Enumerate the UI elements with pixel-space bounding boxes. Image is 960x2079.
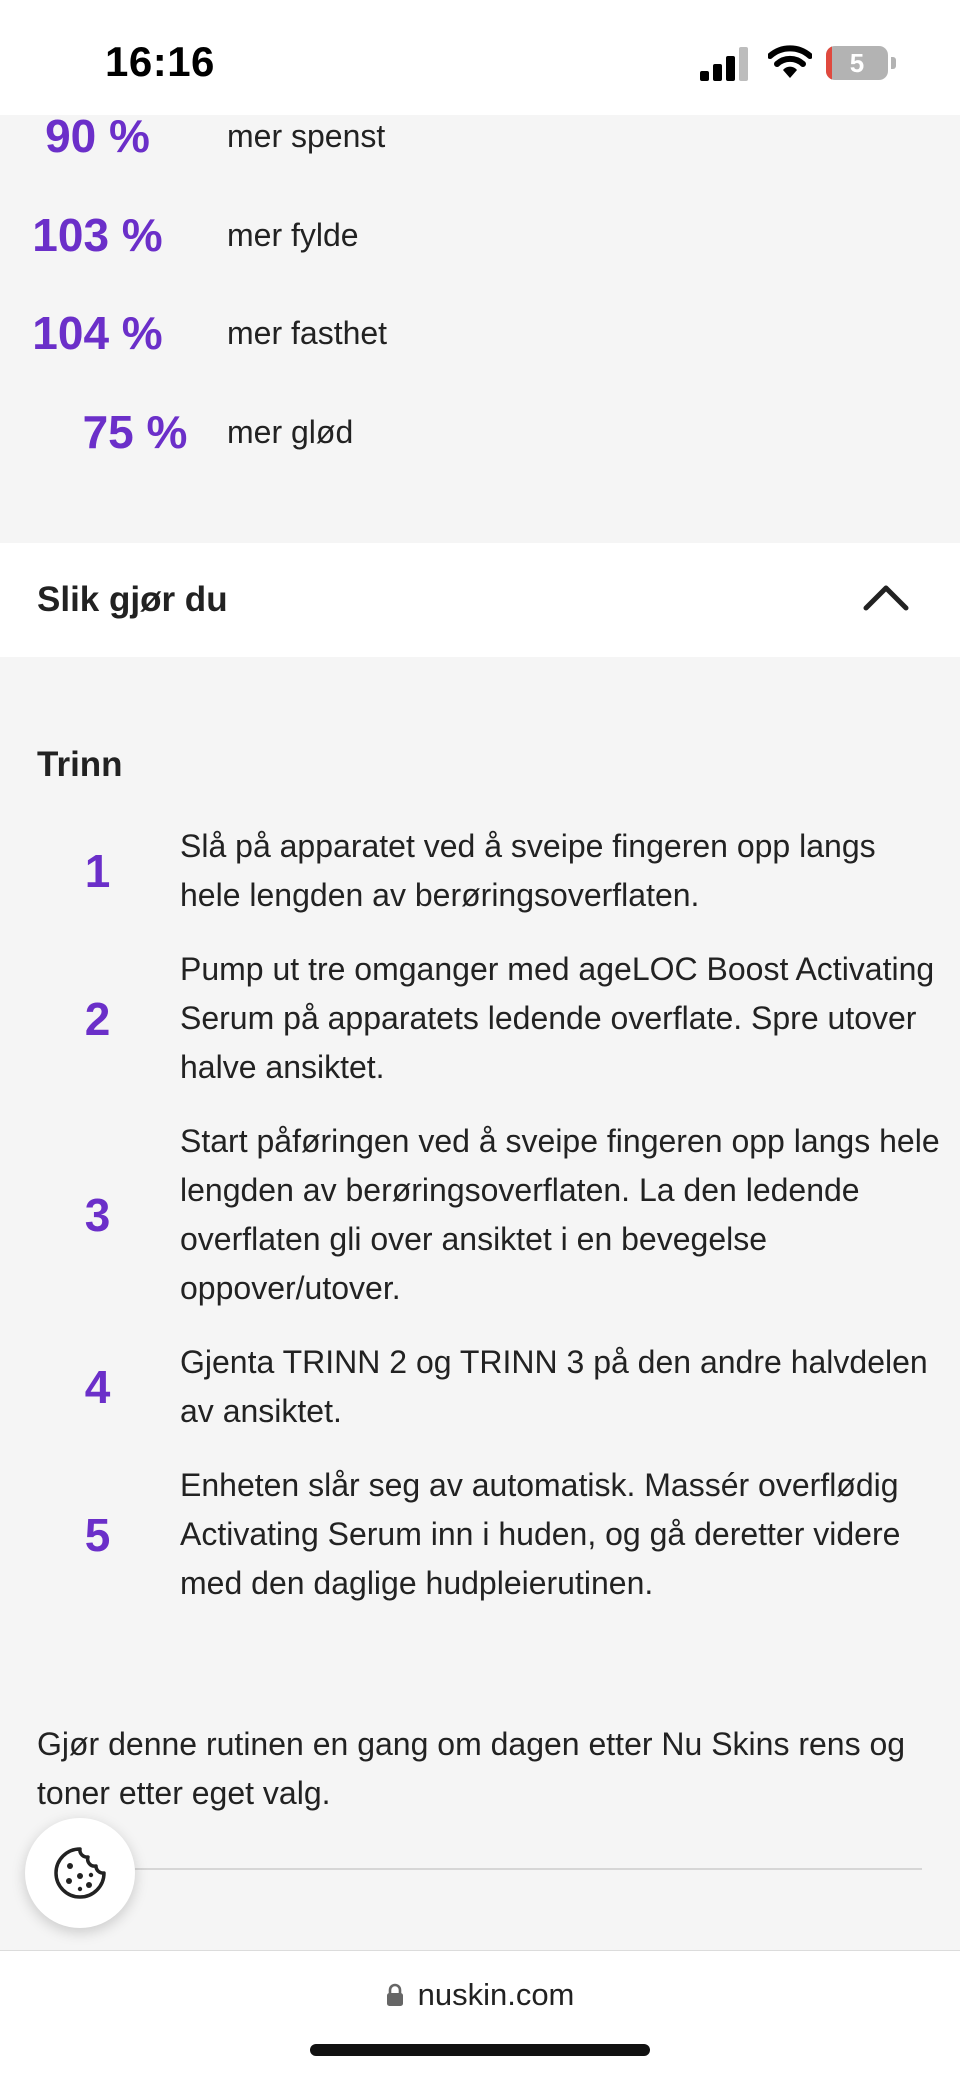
step-number: 4 [84, 1361, 111, 1413]
step-item [0, 822, 960, 920]
cookie-icon [53, 1846, 107, 1900]
status-bar [0, 0, 960, 115]
url-container[interactable] [0, 1973, 960, 2017]
divider [135, 1868, 922, 1870]
url-text[interactable]: nuskin.com [417, 1977, 575, 2012]
stat-value: 104 % [32, 307, 163, 359]
stat-value: 75 % [82, 406, 188, 458]
signal-icon [700, 47, 750, 81]
stat-value: 103 % [32, 209, 163, 261]
step-text: Gjenta TRINN 2 og TRINN 3 på den andre halvdelen av ansiktet. [180, 1344, 928, 1429]
step-number: 1 [84, 845, 111, 897]
stat-label: mer glød [227, 414, 354, 450]
accordion-title: Slik gjør du [37, 580, 228, 619]
browser-address-bar[interactable] [0, 1950, 960, 2079]
step-number: 5 [84, 1508, 111, 1561]
battery-icon [826, 46, 888, 80]
step-item [0, 1338, 960, 1436]
steps-title: Trinn [37, 745, 123, 784]
status-time: 16:16 [105, 38, 215, 85]
battery-level: 5 [849, 48, 865, 78]
step-number: 2 [84, 992, 111, 1045]
stat-row [0, 402, 960, 462]
cookie-settings-button[interactable] [25, 1818, 135, 1928]
step-text: Pump ut tre omganger med ageLOC Boost Activating Serum på apparatets ledende overflate. Spre utover halve ansiktet. [180, 951, 935, 1085]
stat-label: mer spenst [227, 118, 386, 154]
home-indicator [310, 2044, 650, 2056]
step-text: Start påføringen ved å sveipe fingeren opp langs hele lengden av berøringsoverflaten. La den ledende overflaten gli over ansiktet i en bevegelse oppover/utover. [180, 1123, 940, 1306]
step-item [0, 1461, 960, 1608]
stat-label: mer fylde [227, 217, 359, 253]
battery-cap [891, 57, 896, 69]
step-text: Slå på apparatet ved å sveipe fingeren opp langs hele lengden av berøringsoverflaten. [180, 828, 876, 913]
stat-row [0, 106, 960, 166]
stat-value: 90 % [45, 110, 150, 162]
step-item [0, 945, 960, 1092]
stat-row [0, 205, 960, 265]
lock-icon [386, 1983, 404, 2007]
stat-label: mer fasthet [227, 315, 388, 351]
routine-note: Gjør denne rutinen en gang om dagen etter Nu Skins rens og toner etter eget valg. [37, 1726, 906, 1811]
stat-row [0, 303, 960, 363]
step-item [0, 1117, 960, 1313]
step-number: 3 [84, 1189, 111, 1241]
step-text: Enheten slår seg av automatisk. Massér overflødig Activating Serum inn i huden, og gå deretter videre med den daglige hudpleierutinen. [180, 1467, 901, 1601]
wifi-icon [768, 44, 812, 80]
accordion-header-slik-gjor-du[interactable] [0, 543, 960, 657]
chevron-up-icon[interactable] [862, 580, 910, 612]
